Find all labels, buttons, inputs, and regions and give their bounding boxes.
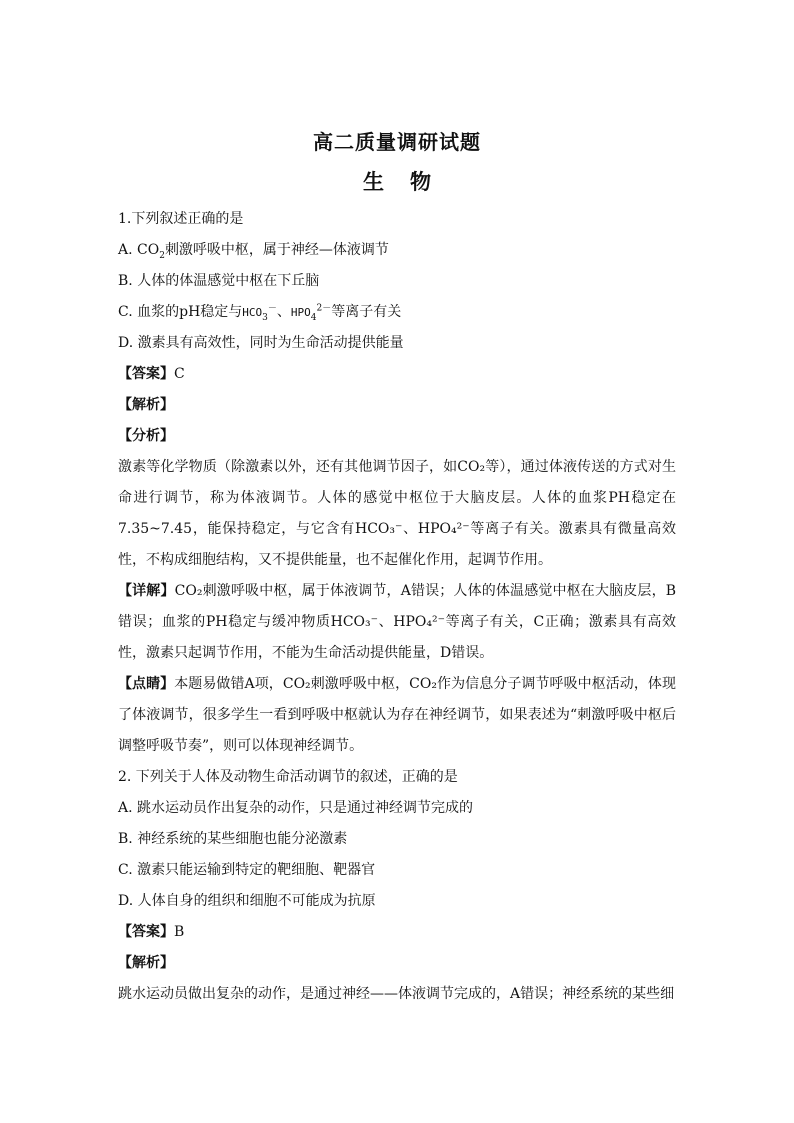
q1-answer — [118, 359, 676, 390]
q1-option-c-post: 等离子有关 — [331, 304, 402, 320]
q1-fenxi-text: 激素等化学物质（除激素以外，还有其他调节因子，如CO₂等），通过体液传送的方式对生命进行调节，称为体液调节。人体的感觉中枢位于大脑皮层。人体的血浆PH稳定在7.35~7.45，能保持稳定，与它含有HCO₃⁻、HPO₄²⁻等离子有关。激素具有微量高效性，不构成细胞结构，又不提供能量，也不起催化作用，起调节作用。 — [118, 459, 676, 568]
q1-option-d: D. 激素具有高效性，同时为生命活动提供能量 — [118, 335, 404, 351]
q1-option-c-hpo: HPO — [290, 306, 311, 319]
document-body — [118, 204, 676, 1010]
q1-option-c-hco-sub: 3 — [262, 312, 268, 323]
q1-option-c-hco-sup: － — [267, 303, 277, 314]
q2-answer-tag: 【答案】 — [118, 924, 174, 940]
q2-stem: 2. 下列关于人体及动物生命活动调节的叙述，正确的是 — [118, 769, 458, 785]
q1-tip-text: 本题易做错A项，CO₂刺激呼吸中枢，CO₂作为信息分子调节呼吸中枢活动，体现了体液调节，很多学生一看到呼吸中枢就认为存在神经调节，如果表述为“刺激呼吸中枢后调整呼吸节奏”，则可以体现神经调节。 — [118, 676, 676, 754]
q1-option-c — [118, 297, 676, 328]
q1-detail-tag: 【详解】 — [118, 583, 175, 599]
q1-option-a — [118, 235, 676, 266]
q1-option-a-post: 刺激呼吸中枢，属于神经—体液调节 — [164, 242, 389, 258]
q1-option-c-hpo-sup: 2－ — [316, 303, 332, 314]
q1-tip-tag: 【点睛】 — [118, 676, 175, 692]
q2-option-d: D. 人体自身的组织和细胞不可能成为抗原 — [118, 893, 376, 909]
q1-answer-value: C — [174, 366, 185, 382]
q1-answer-tag: 【答案】 — [118, 366, 174, 382]
q1-stem: 1.下列叙述正确的是 — [118, 211, 244, 227]
q1-detail-text: CO₂刺激呼吸中枢，属于体液调节，A错误；人体的体温感觉中枢在大脑皮层，B错误；血浆的PH稳定与缓冲物质HCO₃⁻、HPO₄²⁻等离子有关，C正确；激素具有高效性，激素只起调节作用，不能为生命活动提供能量，D错误。 — [118, 583, 677, 661]
q2-answer-value: B — [174, 924, 185, 940]
page-title: 高二质量调研试题 — [313, 130, 481, 154]
q2-option-c: C. 激素只能运输到特定的靶细胞、靶器官 — [118, 862, 376, 878]
q1-option-a-sub: 2 — [159, 250, 165, 261]
q2-answer — [118, 917, 676, 948]
q2-analysis-text: 跳水运动员做出复杂的动作，是通过神经——体液调节完成的，A错误；神经系统的某些细 — [118, 986, 675, 1002]
q1-option-c-sep: 、 — [276, 304, 291, 320]
q2-option-a: A. 跳水运动员作出复杂的动作，只是通过神经调节完成的 — [118, 800, 474, 816]
page-subtitle: 生物 — [363, 169, 457, 194]
q1-option-c-hco: HCO — [242, 306, 263, 319]
q1-tip — [118, 669, 676, 762]
q1-option-c-hpo-sub: 4 — [310, 312, 317, 323]
q1-option-b: B. 人体的体温感觉中枢在下丘脑 — [118, 273, 320, 289]
q1-option-c-pre: C. 血浆的pH稳定与 — [118, 304, 243, 320]
q1-option-a-pre: A. CO — [118, 242, 160, 258]
q1-fenxi-tag: 【分析】 — [118, 428, 174, 444]
q2-option-b: B. 神经系统的某些细胞也能分泌激素 — [118, 831, 348, 847]
q1-analysis-tag: 【解析】 — [118, 397, 174, 413]
q2-analysis-tag: 【解析】 — [118, 955, 174, 971]
q1-detail — [118, 576, 676, 669]
